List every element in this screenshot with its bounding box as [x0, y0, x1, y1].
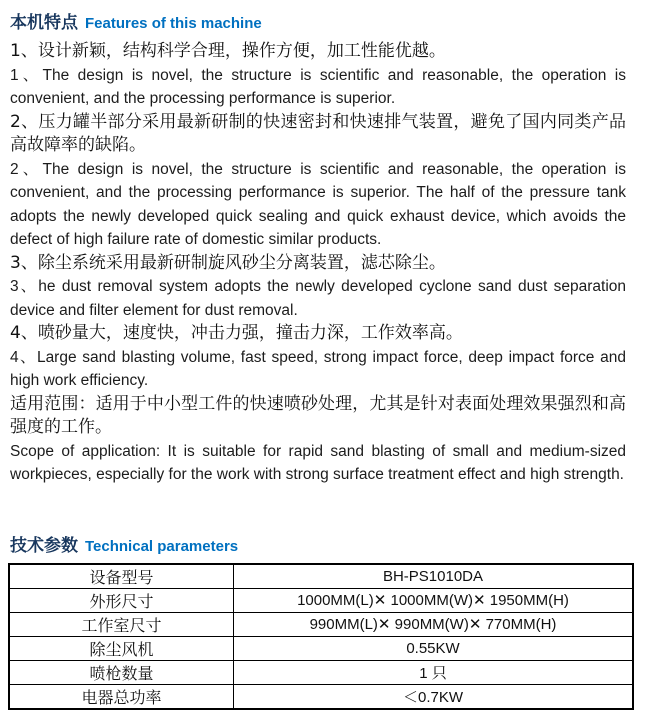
param-value: 1 只: [234, 660, 634, 684]
param-value: BH-PS1010DA: [234, 564, 634, 589]
feature-4-en: 4、Large sand blasting volume, fast speed, strong impact force, deep impact force and high work efficiency.: [10, 348, 626, 389]
features-body: [10, 40, 626, 487]
features-heading-zh: 本机特点: [10, 13, 78, 33]
section-tech-params: [10, 531, 660, 710]
param-label: 工作室尺寸: [9, 612, 234, 636]
scope-zh: 适用范围：适用于中小型工件的快速喷砂处理，尤其是针对表面处理效果强烈和高强度的工作。: [10, 393, 626, 437]
feature-3-zh: 3、除尘系统采用最新研制旋风砂尘分离装置，滤芯除尘。: [10, 252, 446, 273]
table-row-model: [9, 564, 633, 589]
param-label: 外形尺寸: [9, 588, 234, 612]
feature-1-zh: 1、设计新颖，结构科学合理，操作方便，加工性能优越。: [10, 41, 446, 61]
param-value: 0.55KW: [234, 636, 634, 660]
features-heading: [10, 8, 660, 33]
param-value: ＜0.7KW: [234, 684, 634, 709]
param-label: 设备型号: [9, 564, 234, 589]
table-row-fan: [9, 636, 633, 660]
param-label: 电器总功率: [9, 684, 234, 709]
feature-1-en: 1、The design is novel, the structure is scientific and reasonable, the operation is convenient, and the processing performance is superior.: [10, 66, 626, 107]
table-row-gun-count: [9, 660, 633, 684]
features-heading-en: Features of this machine: [85, 15, 262, 32]
param-label: 除尘风机: [9, 636, 234, 660]
scope-en: Scope of application: It is suitable for rapid sand blasting of small and medium-sized workpieces, especially for the work with strong surface treatment effect and high strength.: [10, 442, 626, 483]
feature-3-en: 3、he dust removal system adopts the newly developed cyclone sand dust separation device and filter element for dust removal.: [10, 278, 626, 319]
table-row-total-power: [9, 684, 633, 709]
param-label: 喷枪数量: [9, 660, 234, 684]
tech-heading-zh: 技术参数: [10, 535, 78, 556]
feature-4-zh: 4、喷砂量大，速度快，冲击力强，撞击力深，工作效率高。: [10, 323, 463, 343]
feature-2-zh: 2、压力罐半部分采用最新研制的快速密封和快速排气装置，避免了国内同类产品高故障率的缺陷。: [10, 111, 626, 155]
tech-heading: [10, 531, 660, 556]
table-row-outer-size: [9, 588, 633, 612]
section-features: [10, 8, 660, 487]
param-value: 1000MM(L)✕ 1000MM(W)✕ 1950MM(H): [234, 588, 634, 612]
feature-2-en: 2、The design is novel, the structure is scientific and reasonable, the operation is convenient, and the processing performance is superior. The half of the pressure tank adopts the newly developed quick sealing and quick exhaust device, which avoids the defect of high failure rate of domestic similar products.: [10, 160, 626, 248]
params-table: [8, 563, 634, 710]
table-row-chamber-size: [9, 612, 633, 636]
tech-heading-en: Technical parameters: [85, 537, 239, 555]
param-value: 990MM(L)✕ 990MM(W)✕ 770MM(H): [234, 612, 634, 636]
